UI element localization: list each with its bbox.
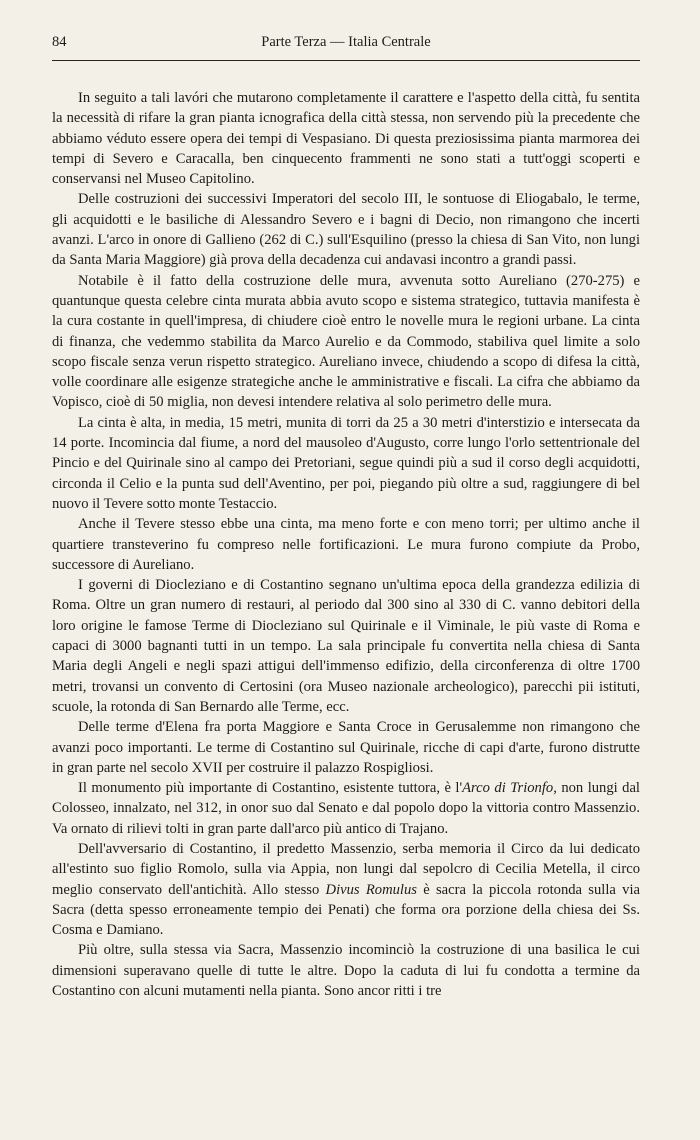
paragraph: I governi di Diocleziano e di Costantino segnano un'ultima epoca della grandezza edilizia di Roma. Oltre un gran numero di restauri, al periodo dal 300 sino al 330 di C. vanno debitori della loro origine le famose Terme di Diocleziano sul Quirinale e il Viminale, le più vaste di Roma e capaci di 3000 bagnanti tutti in un tempo. La sala principale fu convertita nella chiesa di Santa Maria degli Angeli e negli spazi attigui dell'immenso edifizio, della circonferenza di oltre 1700 metri, trovansi un convento di Certosini (ora Museo nazionale archeologico), parecchi pii istituti, scuole, la rotonda di San Bernardo alle Terme, ecc. (52, 577, 640, 715)
paragraph-circo (52, 839, 640, 940)
text-run: Il monumento più importante di Costantino, esistente tuttora, è l' (78, 780, 463, 797)
paragraph: Anche il Tevere stesso ebbe una cinta, ma meno forte e con meno torri; per ultimo anche il quartiere transteverino fu compreso nelle fortificazioni. Le mura furono compiute da Probo, successore di Aureliano. (52, 516, 640, 573)
paragraph: La cinta è alta, in media, 15 metri, munita di torri da 25 a 30 metri d'interstizio e intersecata da 14 porte. Incomincia dal fiume, a nord del mausoleo d'Augusto, corre lungo l'orlo settentrionale del Pincio e del Quirinale sino al campo dei Pretoriani, segue quindi più a sud il corso degli acquidotti, circonda il Celio e la punta sud dell'Aventino, per poi, piegando più oltre a sud, raggiungere di bel nuovo il Tevere sotto monte Testaccio. (52, 414, 640, 512)
body-text (52, 88, 640, 1001)
paragraph: Delle terme d'Elena fra porta Maggiore e Santa Croce in Gerusalemme non rimangono che avanzi poco importanti. Le terme di Costantino sul Quirinale, ricche di capi d'arte, furono distrutte in gran parte nel secolo XVII per costruire il palazzo Rospigliosi. (52, 719, 640, 776)
header-rule (52, 60, 640, 61)
paragraph: Più oltre, sulla stessa via Sacra, Massenzio incominciò la costruzione di una basilica le cui dimensioni superavano quelle di tutte le altre. Dopo la caduta di lui fu condotta a termine da Costantino con alcuni mutamenti nella pianta. Sono ancor ritti i tre (52, 942, 640, 1000)
paragraph-arco (52, 778, 640, 839)
italic-term: Divus Romulus (325, 881, 417, 898)
italic-term: Arco di Trionfo (462, 780, 554, 797)
text-run: Dell'avversario di Costantino, il predetto Massenzio, serba memoria il Circo da lui dedicato all'estinto suo figlio Romolo, sulla via Appia, non lungi dal sepolcro di Cecilia Metella, il circo meglio conservato dell'antichità. Allo stesso (52, 840, 640, 898)
running-title: Parte Terza — Italia Centrale (261, 34, 431, 50)
page-header (52, 34, 640, 54)
paragraph: In seguito a tali lavóri che mutarono completamente il carattere e l'aspetto della città, fu sentita la necessità di rifare la gran pianta icnografica della città stessa, non servendo più la precedente che abbiamo véduto essere opera dei tempi di Vespasiano. Di questa preziosissima pianta marmorea dei tempi di Severo e Caracalla, ben cinquecento frammenti ne sono stati a tutt'oggi scoperti e conservansi nel Museo Capitolino. (52, 90, 640, 188)
paragraph: Delle costruzioni dei successivi Imperatori del secolo III, le sontuose di Eliogabalo, le terme, gli acquidotti e le basiliche di Alessandro Severo e i bagni di Decio, non rimangono che incerti avanzi. L'arco in onore di Gallieno (262 di C.) sull'Esquilino (presso la chiesa di San Vito, non lungi da Santa Maria Maggiore) già prova della decadenza cui andavasi incontro a grandi passi. (52, 191, 640, 269)
text-run: è sacra la piccola rotonda sulla via Sacra (detta spesso erroneamente tempio dei Penati) che forma ora porzione della chiesa dei Ss. Cosma e Damiano. (52, 881, 640, 939)
text-run: , non lungi dal Colosseo, innalzato, nel 312, in onor suo dal Senato e dal popolo dopo la vittoria contro Massenzio. Va ornato di rilievi tolti in gran parte dall'arco più antico di Trajano. (52, 780, 640, 837)
paragraph: Notabile è il fatto della costruzione delle mura, avvenuta sotto Aureliano (270-275) e quantunque questa celebre cinta murata abbia avuto scopo e sistema strategico, tuttavia manifesta è la cura costante in quell'impresa, di chiudere cioè entro le novelle mura le regioni urbane. La cinta di finanza, che vedemmo stabilita da Marco Aurelio e da Commodo, stabiliva quel limite a solo scopo fiscale senza verun rispetto strategico. Aureliano invece, chiudendo a scopo di difesa la città, volle coordinare alle esigenze strategiche anche le amministrative e fiscali. La cifra che abbiamo da Vopisco, cioè di 50 miglia, non devesi intendere relativa al solo perimetro delle mura. (52, 272, 640, 411)
page-number: 84 (52, 34, 67, 50)
